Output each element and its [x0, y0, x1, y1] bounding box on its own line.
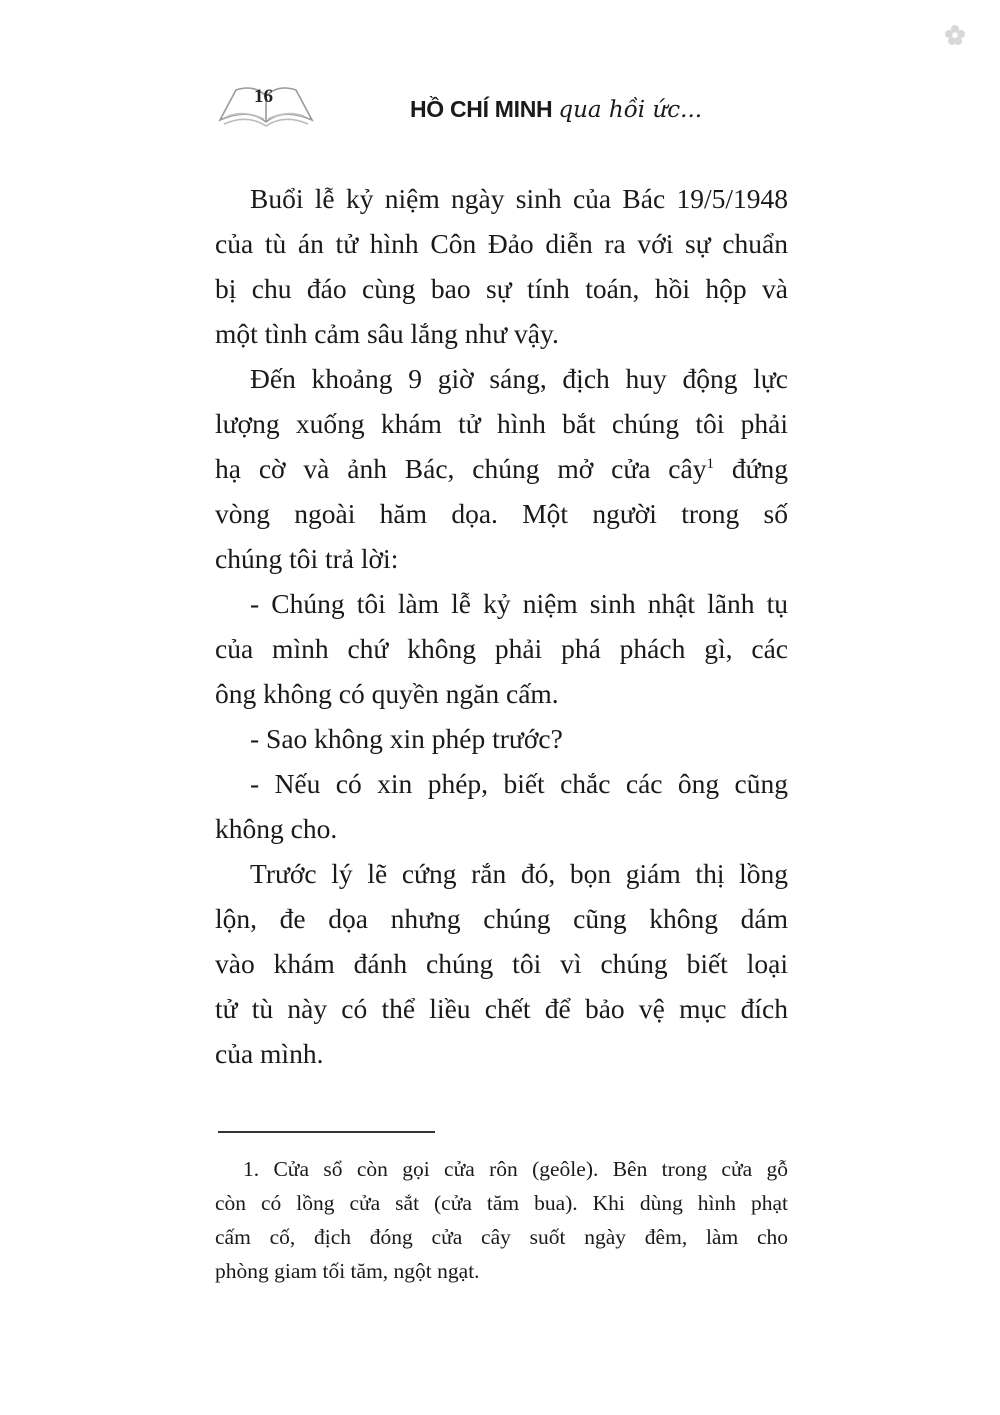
footnote [215, 1152, 788, 1288]
paragraph [215, 716, 788, 761]
text-line: - Chúng tôi làm lễ kỷ niệm sinh nhật lãnh tụ [250, 588, 788, 619]
text-line: lộn, đe dọa nhưng chúng cũng không dám [215, 903, 788, 934]
text-line: hạ cờ và ảnh Bác, chúng mở cửa cây$^1$ đứng [215, 453, 788, 484]
text-line: của mình chứ không phải phá phách gì, các [215, 633, 788, 664]
text-line: Buổi lễ kỷ niệm ngày sinh của Bác 19/5/1948 [250, 183, 788, 214]
page-number: 16 [254, 86, 273, 107]
text-line: Đến khoảng 9 giờ sáng, địch huy động lực [250, 363, 788, 394]
text-line: tử tù này có thể liều chết để bảo vệ mục đích [215, 993, 788, 1024]
body-text [215, 176, 788, 1076]
paragraph [215, 761, 788, 851]
footnote-divider [218, 1131, 435, 1133]
footnote-reference[interactable]: 1 [706, 456, 714, 472]
text-line: không cho. [215, 813, 338, 844]
book-title-subtitle: qua hồi ức... [558, 97, 703, 123]
text-line: bị chu đáo cùng bao sự tính toán, hồi hộp và [215, 273, 788, 304]
text-line: một tình cảm sâu lắng như vậy. [215, 318, 559, 349]
footnotes [215, 1152, 788, 1288]
book-title [410, 96, 702, 124]
paragraph [215, 851, 788, 1076]
text-line: Trước lý lẽ cứng rắn đó, bọn giám thị lồng [250, 858, 788, 889]
text-line: vòng ngoài hăm dọa. Một người trong số [215, 498, 788, 529]
text-line: phòng giam tối tăm, ngột ngạt. [215, 1259, 480, 1283]
text-line: ông không có quyền ngăn cấm. [215, 678, 559, 709]
text-line: còn có lồng cửa sắt (cửa tăm bua). Khi dùng hình phạt [215, 1191, 788, 1215]
text-line: - Sao không xin phép trước? [250, 723, 563, 754]
text-line: lượng xuống khám tử hình bắt chúng tôi phải [215, 408, 788, 439]
text-line: 1. Cửa sổ còn gọi cửa rôn (geôle). Bên trong cửa gỗ [243, 1157, 788, 1181]
paragraph [215, 581, 788, 716]
text-line: - Nếu có xin phép, biết chắc các ông cũng [250, 768, 788, 799]
text-line: của mình. [215, 1038, 324, 1069]
paragraph [215, 176, 788, 356]
text-line: vào khám đánh chúng tôi vì chúng biết loại [215, 948, 788, 979]
text-line: chúng tôi trả lời: [215, 543, 399, 574]
paragraph [215, 356, 788, 581]
text-line: của tù án tử hình Côn Đảo diễn ra với sự chuẩn [215, 228, 788, 259]
text-line: cấm cố, địch đóng cửa cây suốt ngày đêm, làm cho [215, 1225, 788, 1249]
flower-ornament-icon [944, 24, 966, 46]
book-title-main: HỒ CHÍ MINH [410, 96, 553, 122]
